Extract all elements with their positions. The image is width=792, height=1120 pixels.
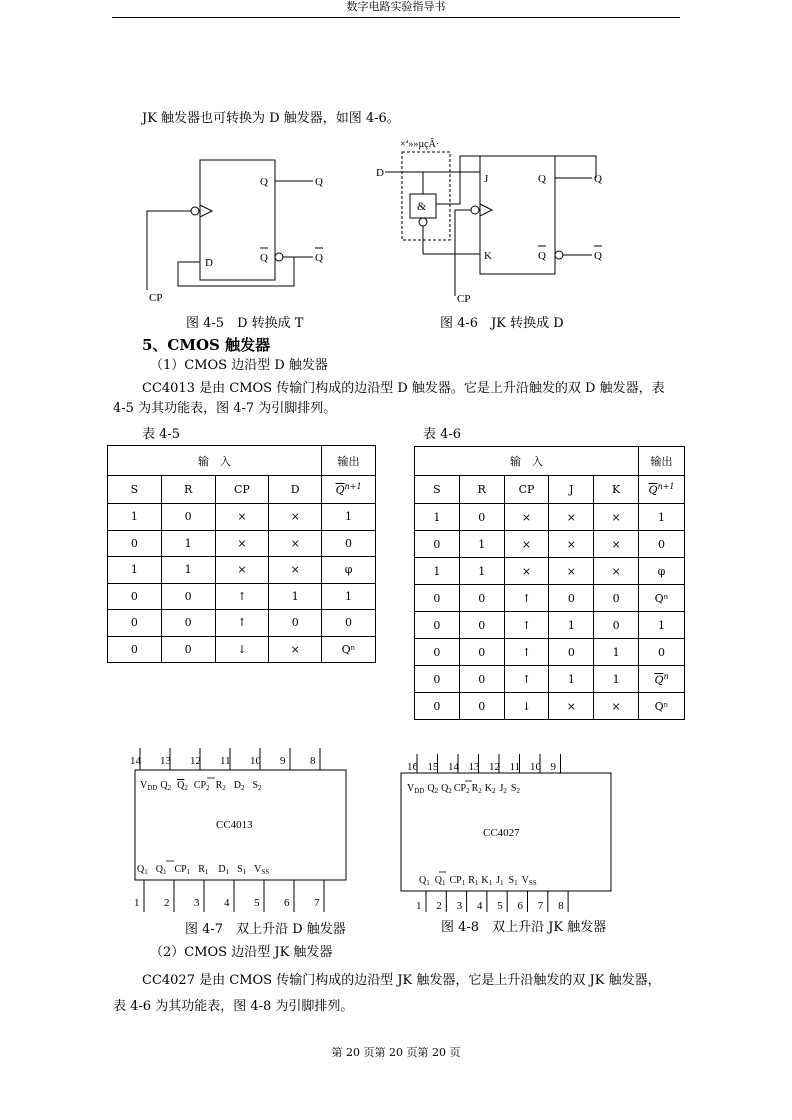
table-4-6 <box>414 446 685 720</box>
table-cell: 0 <box>639 531 685 558</box>
fig45-cp-label: CP <box>149 292 163 304</box>
cc4013-top-pin-label: 10 <box>250 755 261 767</box>
table-4-5-input-header: 输 入 <box>108 446 322 476</box>
table-cell: $\overline{Q}^n$ <box>639 666 685 693</box>
table-cell: 0 <box>594 585 639 612</box>
cc4027-bottom-pin-label: 7 <box>537 900 544 912</box>
table-cell: 1 <box>459 531 504 558</box>
svg-text:VDDQ2Q2CP2R2K2J2S2: $V_{DD}$ $Q_2$ $Q_2$ $CP_2$ $R_2$ $K_2$ $J_2$ $S_2$ <box>407 783 520 795</box>
table-row <box>415 693 685 720</box>
para1-line2: 4-5 为其功能表，图 4-7 为引脚排列。 <box>113 401 337 416</box>
figure-4-5-caption: 图 4-5 D 转换成 T <box>186 316 304 331</box>
table-row <box>108 504 376 531</box>
fig45-d-label: D <box>205 257 213 269</box>
table-cell: × <box>504 531 549 558</box>
table-cell: Qⁿ <box>322 636 376 663</box>
table-cell: 0 <box>415 531 460 558</box>
figure-4-7-chip-diagram <box>125 748 355 918</box>
table-cell: 1 <box>594 666 639 693</box>
fig45-q-out: Q <box>315 176 323 188</box>
cc4027-top-pin-label: 11 <box>509 761 521 773</box>
table-cell: ↑ <box>215 583 269 610</box>
table-cell: 0 <box>594 612 639 639</box>
table-cell: × <box>215 530 269 557</box>
table-cell: × <box>269 530 322 557</box>
table-row <box>108 530 376 557</box>
cc4013-bottom-pin-label: 2 <box>164 897 170 909</box>
cc4013-chip-name: CC4013 <box>216 819 253 831</box>
table-cell: 1 <box>415 504 460 531</box>
fig46-k-label: K <box>484 250 492 262</box>
subsection-1-heading: （1）CMOS 边沿型 D 触发器 <box>150 358 328 373</box>
table-cell: 0 <box>108 530 162 557</box>
cc4013-top-pin-label: 12 <box>190 755 201 767</box>
table-cell: 1 <box>108 557 162 584</box>
cc4027-top-pin-label: 12 <box>489 761 500 773</box>
figure-4-6-diagram <box>370 136 620 311</box>
table-cell: 0 <box>269 610 322 637</box>
para1-line1: CC4013 是由 CMOS 传输门构成的边沿型 D 触发器。它是上升沿触发的双 D 触发器，表 <box>142 381 665 396</box>
fig46-q-label: Q <box>538 173 546 185</box>
table-4-6-col-header: $\overline{Q}^{n+1}$ <box>639 476 685 504</box>
table-cell: 1 <box>269 583 322 610</box>
cc4027-chip-name: CC4027 <box>483 827 520 839</box>
cc4013-bottom-pin-label: 7 <box>314 897 320 909</box>
table-cell: × <box>215 504 269 531</box>
table-4-5-col-header: CP <box>215 476 269 504</box>
table-cell: × <box>269 504 322 531</box>
cc4013-bottom-pin-label: 6 <box>284 897 290 909</box>
table-cell: 1 <box>161 557 215 584</box>
cc4027-top-pin-label: 16 <box>407 761 418 773</box>
table-cell: φ <box>639 558 685 585</box>
table-cell: ↑ <box>504 666 549 693</box>
svg-text:Q1Q1CP1R1K1J1S1VSS: $Q_1$ $Q_1$ $CP_1$ $R_1$ $K_1$ $J_1$ $S_1$ $V_{SS}$ <box>419 875 537 887</box>
table-cell: 0 <box>549 639 594 666</box>
cc4013-bottom-pin-label: 3 <box>194 897 200 909</box>
table-row <box>415 639 685 666</box>
table-cell: 1 <box>549 612 594 639</box>
table-cell: 1 <box>322 583 376 610</box>
table-4-5-col-header: D <box>269 476 322 504</box>
para2-line2: 表 4-6 为其功能表，图 4-8 为引脚排列。 <box>113 999 354 1014</box>
table-cell: 0 <box>459 612 504 639</box>
table-cell: 0 <box>322 530 376 557</box>
fig46-d-label: D <box>376 167 384 179</box>
table-cell: 1 <box>549 666 594 693</box>
table-cell: ↑ <box>504 639 549 666</box>
table-cell: 1 <box>108 504 162 531</box>
table-4-6-label: 表 4-6 <box>423 427 462 442</box>
cc4027-bottom-pin-label: 4 <box>476 900 483 912</box>
table-cell: ↓ <box>215 636 269 663</box>
table-cell: 0 <box>322 610 376 637</box>
cc4013-bottom-pin-label: 5 <box>254 897 260 909</box>
cc4027-bottom-pin-label: 1 <box>416 900 422 912</box>
table-4-6-output-header: 输出 <box>639 447 685 476</box>
table-cell: × <box>549 531 594 558</box>
table-cell: × <box>594 504 639 531</box>
cc4013-top-pin-label: 9 <box>280 755 286 767</box>
fig46-and-label: & <box>417 199 427 213</box>
table-cell: × <box>269 636 322 663</box>
table-cell: 0 <box>415 612 460 639</box>
cc4013-top-pin-label: 11 <box>220 755 231 767</box>
table-cell: 0 <box>459 639 504 666</box>
table-cell: φ <box>322 557 376 584</box>
table-cell: Qⁿ <box>639 693 685 720</box>
page-footer: 第 20 页第 20 页第 20 页 <box>331 1046 461 1059</box>
table-row <box>415 585 685 612</box>
table-cell: × <box>549 693 594 720</box>
table-4-5-output-header: 输出 <box>322 446 376 476</box>
table-cell: 0 <box>415 693 460 720</box>
table-cell: 0 <box>459 666 504 693</box>
table-4-5-col-header: $\overline{Q}^{n+1}$ <box>322 476 376 504</box>
table-row <box>415 666 685 693</box>
cc4013-top-pin-label: 14 <box>130 755 141 767</box>
table-row <box>415 531 685 558</box>
section-5-heading: 5、CMOS 触发器 <box>142 336 271 354</box>
cc4027-bottom-pin-label: 8 <box>558 900 564 912</box>
svg-text:Q1Q1CP1R1D1S1VSS: $Q_1$ $Q_1$ $CP_1$ $R_1$ $D_1$ $S_1$ $V_{SS}$ <box>137 864 270 876</box>
table-4-6-col-header: R <box>459 476 504 504</box>
para2-line1: CC4027 是由 CMOS 传输门构成的边沿型 JK 触发器，它是上升沿触发的双 JK 触发器， <box>142 973 661 988</box>
cc4027-top-pin-label: 14 <box>448 761 459 773</box>
cc4027-top-pin-label: 15 <box>427 761 439 773</box>
table-cell: 1 <box>161 530 215 557</box>
table-4-6-input-header: 输 入 <box>415 447 639 476</box>
table-cell: 1 <box>322 504 376 531</box>
svg-text:VDDQ2Q2CP2R2D2S2: $V_{DD}$ $Q_2$ $Q_2$ $CP_2$ $R_2$ $D_2$ $S_2$ <box>140 780 262 792</box>
cc4027-top-pin-label: 13 <box>468 761 480 773</box>
table-row <box>108 610 376 637</box>
figure-4-8-chip-diagram <box>395 746 625 916</box>
table-4-5-col-header: R <box>161 476 215 504</box>
figure-4-8-caption: 图 4-8 双上升沿 JK 触发器 <box>441 920 607 935</box>
table-cell: × <box>549 558 594 585</box>
table-cell: × <box>504 504 549 531</box>
table-cell: × <box>504 558 549 585</box>
table-row <box>415 558 685 585</box>
table-4-6-col-header: J <box>549 476 594 504</box>
table-4-6-col-header: K <box>594 476 639 504</box>
table-row <box>415 504 685 531</box>
table-row <box>108 636 376 663</box>
table-cell: 0 <box>161 636 215 663</box>
table-row <box>108 557 376 584</box>
cc4027-top-pin-label: 10 <box>530 761 541 773</box>
fig45-qbar-out: Q <box>315 252 323 264</box>
table-4-6-col-header: CP <box>504 476 549 504</box>
table-cell: ↑ <box>504 612 549 639</box>
page-header: 数字电路实验指导书 <box>346 0 446 13</box>
cc4013-top-pin-label: 13 <box>160 755 171 767</box>
table-cell: 1 <box>639 504 685 531</box>
figure-4-7-caption: 图 4-7 双上升沿 D 触发器 <box>185 922 346 937</box>
fig45-q-label: Q <box>260 176 268 188</box>
cc4027-bottom-pin-label: 2 <box>436 900 442 912</box>
fig46-j-label: J <box>484 173 489 185</box>
table-cell: 0 <box>161 583 215 610</box>
cc4013-top-pin-label: 8 <box>310 755 316 767</box>
subsection-2-heading: （2）CMOS 边沿型 JK 触发器 <box>150 945 333 960</box>
table-cell: 0 <box>639 639 685 666</box>
table-cell: 1 <box>415 558 460 585</box>
table-cell: × <box>594 693 639 720</box>
table-cell: 0 <box>549 585 594 612</box>
table-cell: 0 <box>108 610 162 637</box>
table-4-5-label: 表 4-5 <box>142 427 181 442</box>
cc4027-bottom-pin-label: 6 <box>517 900 523 912</box>
table-cell: 0 <box>161 610 215 637</box>
fig46-garbled-label: ×ª»»µçÂ· <box>400 139 440 150</box>
table-cell: × <box>549 504 594 531</box>
table-cell: 1 <box>459 558 504 585</box>
table-cell: × <box>215 557 269 584</box>
table-cell: ↑ <box>504 585 549 612</box>
intro-text: JK 触发器也可转换为 D 触发器，如图 4-6。 <box>142 111 400 126</box>
cc4027-top-pin-label: 9 <box>550 761 556 773</box>
table-row <box>108 583 376 610</box>
table-cell: 1 <box>594 639 639 666</box>
cc4013-bottom-pin-label: 1 <box>134 897 140 909</box>
table-cell: 0 <box>459 504 504 531</box>
fig45-qbar-label: Q <box>260 252 268 264</box>
table-cell: 0 <box>161 504 215 531</box>
figure-4-5-diagram <box>140 150 340 310</box>
cc4027-bottom-pin-label: 3 <box>456 900 463 912</box>
table-cell: ↑ <box>215 610 269 637</box>
table-cell: × <box>594 558 639 585</box>
header-rule <box>112 17 680 18</box>
table-row <box>415 612 685 639</box>
fig46-cp-label: CP <box>457 293 471 305</box>
table-cell: 0 <box>459 585 504 612</box>
table-cell: 1 <box>639 612 685 639</box>
cc4027-bottom-pin-label: 5 <box>497 900 503 912</box>
table-4-6-col-header: S <box>415 476 460 504</box>
figure-4-6-caption: 图 4-6 JK 转换成 D <box>440 316 564 331</box>
table-cell: 0 <box>415 585 460 612</box>
table-cell: Qⁿ <box>639 585 685 612</box>
fig46-q-out: Q <box>594 173 602 185</box>
table-cell: 0 <box>415 639 460 666</box>
table-cell: × <box>594 531 639 558</box>
table-4-5 <box>107 445 376 663</box>
fig46-qbar-label: Q <box>538 250 546 262</box>
table-cell: 0 <box>415 666 460 693</box>
table-cell: 0 <box>459 693 504 720</box>
table-cell: 0 <box>108 583 162 610</box>
table-cell: ↓ <box>504 693 549 720</box>
table-cell: × <box>269 557 322 584</box>
table-4-5-col-header: S <box>108 476 162 504</box>
fig46-qbar-out: Q <box>594 250 602 262</box>
cc4013-bottom-pin-label: 4 <box>224 897 230 909</box>
table-cell: 0 <box>108 636 162 663</box>
